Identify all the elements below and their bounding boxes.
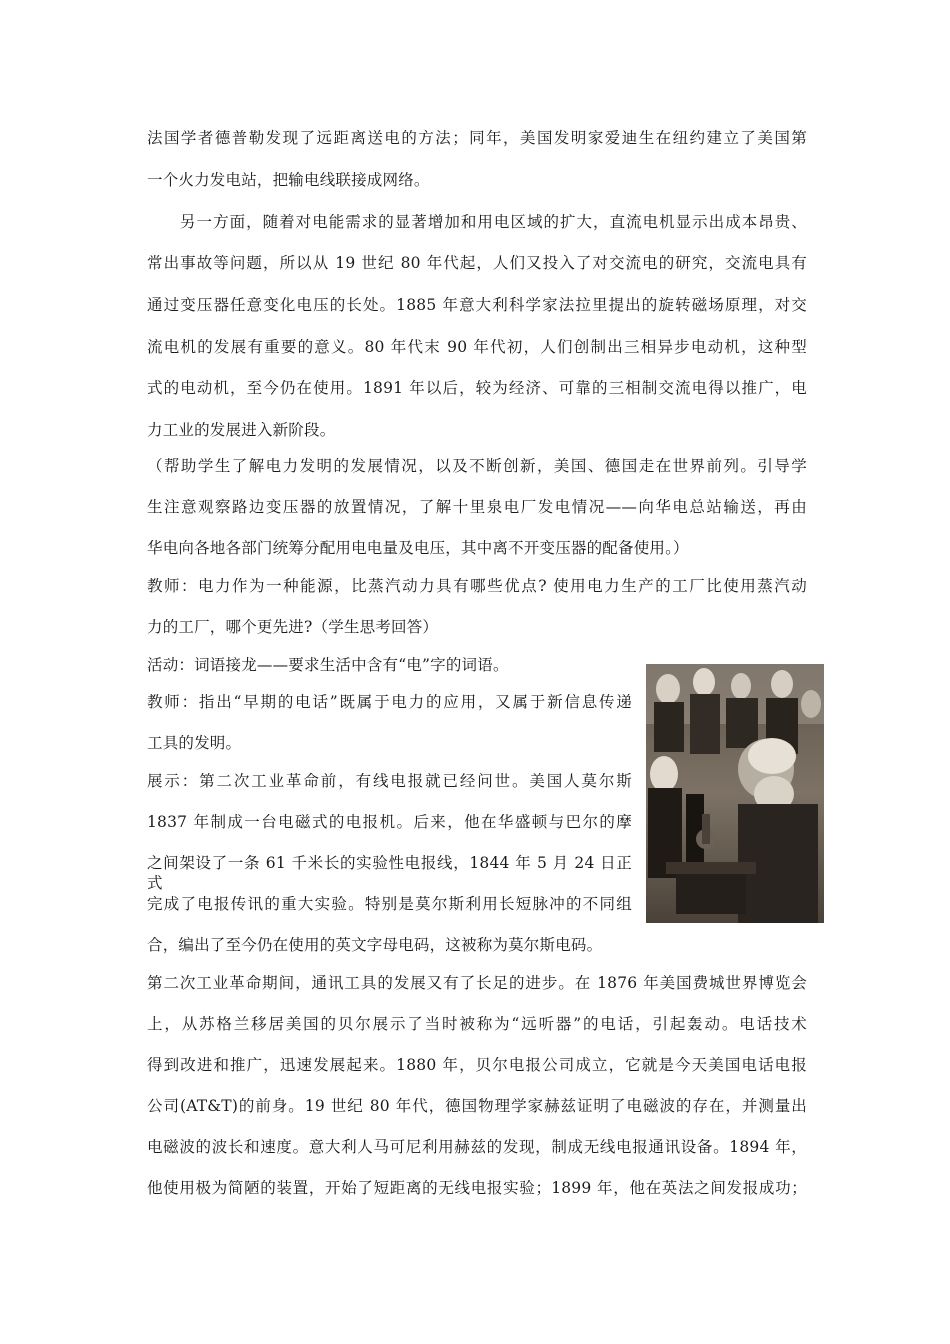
- paragraph-line: 力工业的发展进入新阶段。: [147, 421, 336, 439]
- paragraph-line: 第二次工业革命期间，通讯工具的发展又有了长足的进步。在 1876 年美国费城世界博览会: [147, 974, 807, 992]
- paragraph-line: 之间架设了一条 61 千米长的实验性电报线，1844 年 5 月 24 日正式: [147, 854, 632, 892]
- paragraph-line: 生注意观察路边变压器的放置情况，了解十里泉电厂发电情况——向华电总站输送，再由: [147, 498, 807, 516]
- paragraph-line: 力的工厂，哪个更先进?（学生思考回答）: [147, 618, 439, 636]
- paragraph-line: 教师：电力作为一种能源，比蒸汽动力具有哪些优点? 使用电力生产的工厂比使用蒸汽动: [147, 577, 807, 595]
- paragraph-line: 展示：第二次工业革命前，有线电报就已经问世。美国人莫尔斯: [147, 772, 632, 790]
- paragraph-line: （帮助学生了解电力发明的发展情况，以及不断创新，美国、德国走在世界前列。引导学: [147, 457, 807, 475]
- paragraph-line: 工具的发明。: [147, 734, 242, 752]
- paragraph-line: 得到改进和推广，迅速发展起来。1880 年，贝尔电报公司成立，它就是今天美国电话电报: [147, 1056, 807, 1074]
- paragraph-line: 合，编出了至今仍在使用的英文字母电码，这被称为莫尔斯电码。: [147, 936, 603, 954]
- paragraph-line: 电磁波的波长和速度。意大利人马可尼利用赫兹的发现，制成无线电报通讯设备。1894 年，: [147, 1138, 807, 1156]
- paragraph-line: 公司(AT&T)的前身。19 世纪 80 年代，德国物理学家赫兹证明了电磁波的存在，并测量出: [147, 1097, 807, 1115]
- paragraph-line: 活动：词语接龙——要求生活中含有“电”字的词语。: [147, 656, 509, 674]
- paragraph-line: 流电机的发展有重要的意义。80 年代末 90 年代初，人们创制出三相异步电动机，这种型: [147, 338, 807, 356]
- paragraph-line: 1837 年制成一台电磁式的电报机。后来，他在华盛顿与巴尔的摩: [147, 813, 632, 831]
- paragraph-line: 教师：指出“早期的电话”既属于电力的应用，又属于新信息传递: [147, 693, 632, 711]
- paragraph-line: 常出事故等问题，所以从 19 世纪 80 年代起，人们又投入了对交流电的研究，交流电具有: [147, 254, 807, 272]
- paragraph-line: 法国学者德普勒发现了远距离送电的方法；同年，美国发明家爱迪生在纽约建立了美国第: [147, 129, 807, 147]
- paragraph-line: 上，从苏格兰移居美国的贝尔展示了当时被称为“远听器”的电话，引起轰动。电话技术: [147, 1015, 807, 1033]
- paragraph-line: 一个火力发电站，把输电线联接成网络。: [147, 171, 430, 189]
- paragraph-line: 另一方面，随着对电能需求的显著增加和用电区域的扩大，直流电机显示出成本昂贵、: [147, 213, 807, 231]
- paragraph-line: 式的电动机，至今仍在使用。1891 年以后，较为经济、可靠的三相制交流电得以推广，电: [147, 379, 807, 397]
- paragraph-line: 完成了电报传讯的重大实验。特别是莫尔斯利用长短脉冲的不同组: [147, 895, 632, 913]
- paragraph-line: 通过变压器任意变化电压的长处。1885 年意大利科学家法拉里提出的旋转磁场原理，对交: [147, 296, 807, 314]
- early-telephone-photo: [646, 664, 824, 923]
- paragraph-line: 他使用极为简陋的装置，开始了短距离的无线电报实验；1899 年，他在英法之间发报成功；: [147, 1179, 807, 1197]
- paragraph-line: 华电向各地各部门统筹分配用电电量及电压，其中离不开变压器的配备使用。）: [147, 539, 689, 557]
